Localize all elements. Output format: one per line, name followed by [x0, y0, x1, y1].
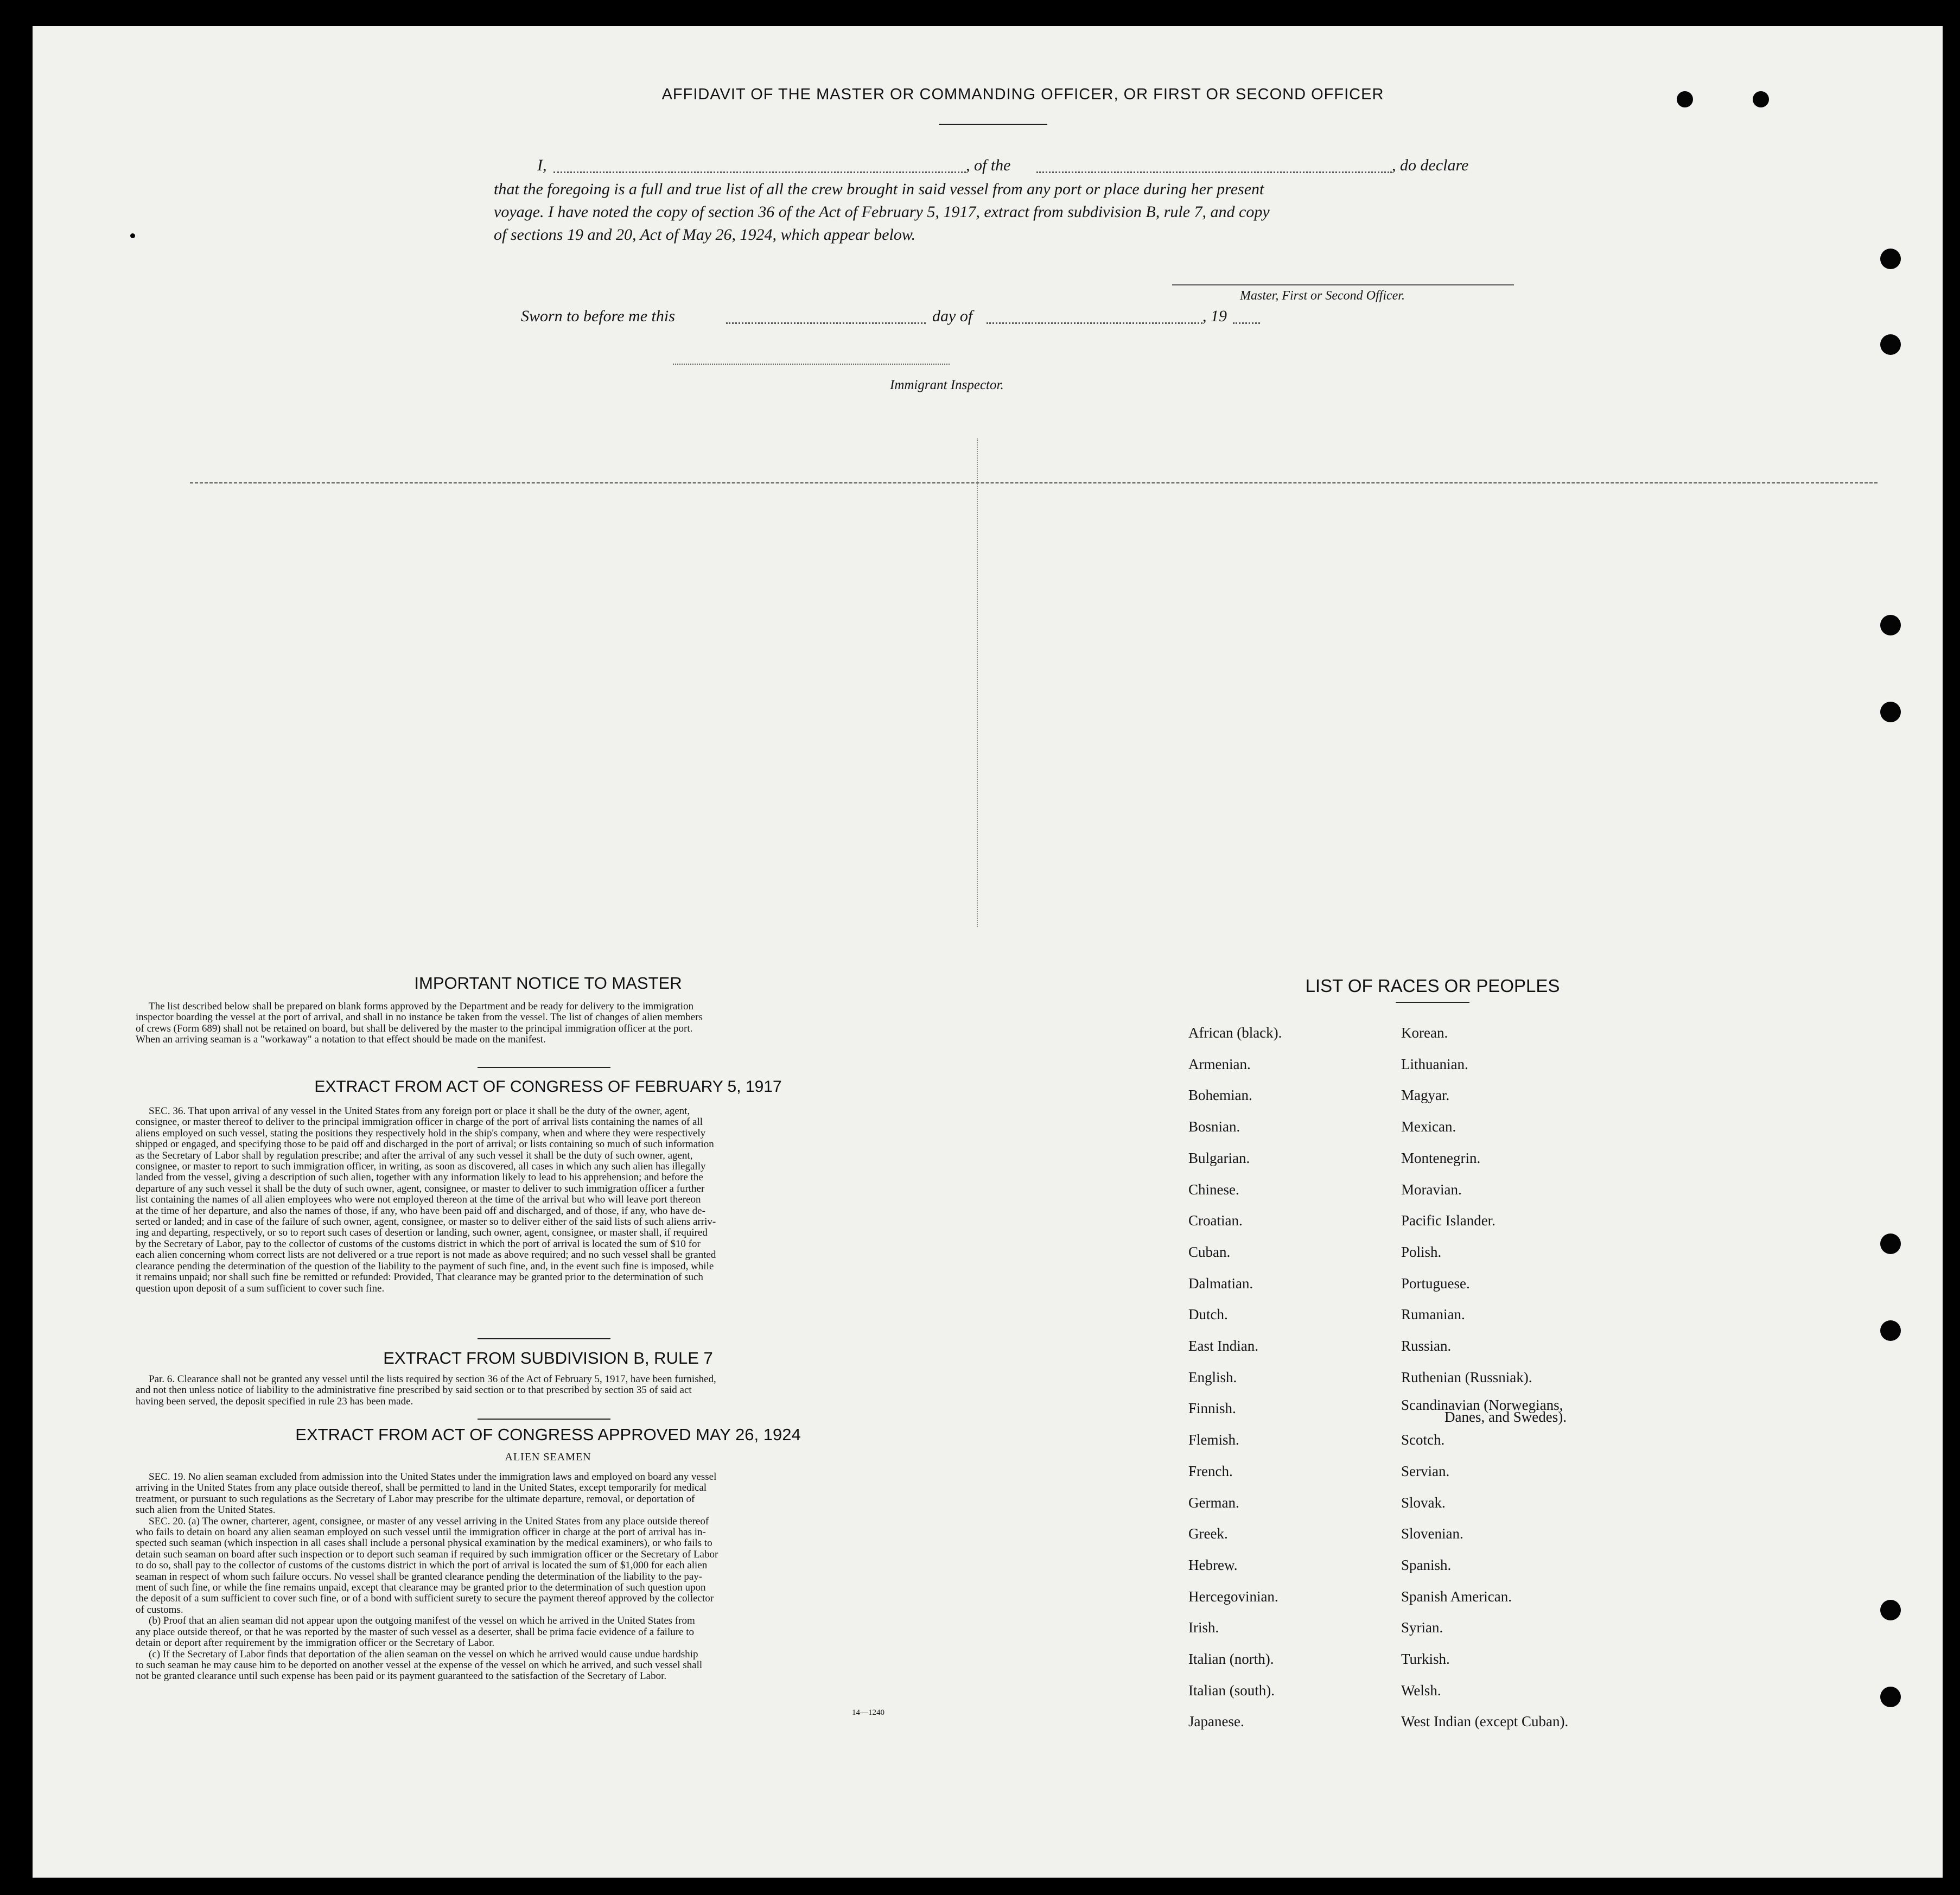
text-line: landed from the vessel, giving a description of such alien, together with any information likely to lead to his apprehension; and before the: [136, 1172, 703, 1184]
text-line: and not then unless notice of liability to the administrative fine prescribed by said section or to that prescribed by section 35 of said act: [136, 1384, 692, 1396]
text-line: arriving in the United States from any place outside thereof, shall be permitted to land in the United States, except temporarily for medical: [136, 1482, 707, 1494]
race-item: Irish.: [1188, 1619, 1219, 1636]
race-item: Croatian.: [1188, 1212, 1243, 1229]
race-item: Scotch.: [1401, 1432, 1445, 1448]
race-item: Moravian.: [1401, 1181, 1462, 1198]
text-line: (b) Proof that an alien seaman did not appear upon the outgoing manifest of the vessel on which he arrived in the United States from: [149, 1615, 695, 1627]
text-line: consignee, or master to report to such immigration officer, in writing, as soon as discovered, all cases in which any such alien has illegally: [136, 1161, 706, 1173]
notice-text: [136, 1001, 960, 1046]
text-line: question upon deposit of a sum sufficient to cover such fine.: [136, 1282, 385, 1294]
section-divider: [478, 1067, 610, 1068]
affidavit-title: AFFIDAVIT OF THE MASTER OR COMMANDING OFFICER, OR FIRST OR SECOND OFFICER: [661, 86, 1384, 103]
races-right-column: [1401, 1025, 1672, 1730]
master-signature-caption: Master, First or Second Officer.: [1240, 289, 1405, 303]
declaration-line-1: that the foregoing is a full and true list of all the crew brought in said vessel from any port or place during her present: [494, 180, 1264, 198]
race-item: Chinese.: [1188, 1181, 1239, 1198]
text-line: as the Secretary of Labor shall by regulation prescribe; and after the arrival of any such vessel it shall be the duty of such owner, agent,: [136, 1149, 693, 1161]
declaration-line-3: of sections 19 and 20, Act of May 26, 1924, which appear below.: [494, 226, 916, 244]
text-line: Par. 6. Clearance shall not be granted any vessel until the lists required by section 36 of the Act of February 5, 1917, have been furnished,: [149, 1373, 716, 1385]
punch-hole-icon: [1880, 702, 1901, 722]
punch-hole-icon: [1880, 1687, 1901, 1707]
sworn-month-field[interactable]: [987, 322, 1202, 324]
bleed-through-rule: [190, 482, 1878, 484]
section-divider: [478, 1419, 610, 1420]
race-item: Korean.: [1401, 1025, 1448, 1041]
race-item: Dutch.: [1188, 1306, 1228, 1323]
vessel-field[interactable]: [1036, 171, 1392, 173]
affidavit-title-rule: [939, 124, 1047, 125]
sworn-day-field[interactable]: [726, 322, 926, 324]
i-label: I,: [537, 156, 547, 174]
text-line: who fails to detain on board any alien seaman employed on such vessel until the immigration officer in charge at the port of arrival has in-: [136, 1527, 706, 1538]
extract-1924-subtitle: ALIEN SEAMEN: [505, 1451, 591, 1463]
text-line: ment of such fine, or while the fine remains unpaid, except that clearance may be granted prior to the determination of such question upon: [136, 1582, 706, 1594]
race-item: Scandinavian (Norwegians,: [1401, 1397, 1563, 1413]
race-item: Magyar.: [1401, 1087, 1450, 1104]
text-line: ing and departing, respectively, or so to report such cases of desertion or landing, such owner, agent, consignee, or master shall, if required: [136, 1227, 708, 1239]
race-item: Mexican.: [1401, 1118, 1456, 1135]
notice-title: IMPORTANT NOTICE TO MASTER: [414, 974, 682, 993]
race-item: French.: [1188, 1462, 1233, 1479]
inspector-caption: Immigrant Inspector.: [890, 378, 1004, 392]
race-item: Pacific Islander.: [1401, 1212, 1496, 1229]
punch-hole-icon: [1880, 1233, 1901, 1254]
punch-hole-icon: [1677, 91, 1693, 107]
race-item: Turkish.: [1401, 1651, 1450, 1667]
text-line: SEC. 20. (a) The owner, charterer, agent, consignee, or master of any vessel arriving in the United States from any place outside thereof: [149, 1515, 709, 1527]
notice-line: When an arriving seaman is a "workaway" a notation to that effect should be made on the manifest.: [136, 1034, 546, 1046]
text-line: shipped or engaged, and specifying those to be paid off and discharged in the port of arrival; or lists containing so much of such information: [136, 1139, 714, 1150]
text-line: clearance pending the determination of the question of the liability to the payment of such fine, and, in the event such fine is imposed, while: [136, 1260, 714, 1272]
declarant-line: [516, 156, 1557, 178]
punch-hole-icon: [1880, 334, 1901, 355]
extract-1917-text: [136, 1106, 960, 1294]
text-line: detain such seaman on board after such inspection or to deport such seaman if required by such immigration officer or the Secretary of Labor: [136, 1548, 718, 1560]
race-item: Bohemian.: [1188, 1087, 1252, 1104]
form-number: 14—1240: [852, 1708, 884, 1717]
race-item: Spanish.: [1401, 1556, 1452, 1573]
race-item: Hebrew.: [1188, 1556, 1238, 1573]
text-line: SEC. 36. That upon arrival of any vessel in the United States from any foreign port or place it shall be the duty of the owner, agent,: [149, 1105, 690, 1117]
extract-rule7-text: [136, 1374, 960, 1407]
text-line: to such seaman he may cause him to be deported on another vessel at the expense of the vessel on which he arrived, and such vessel shall: [136, 1659, 703, 1671]
race-item: Greek.: [1188, 1525, 1228, 1542]
text-line: aliens employed on such vessel, stating the positions they respectively hold in the ship's company, when and where they were respectively: [136, 1127, 706, 1139]
race-item: Portuguese.: [1401, 1275, 1470, 1292]
punch-hole-icon: [1753, 91, 1769, 107]
race-item: Italian (north).: [1188, 1651, 1274, 1667]
notice-line: The list described below shall be prepared on blank forms approved by the Department and be ready for delivery to the immigration: [149, 1001, 694, 1012]
race-item: Polish.: [1401, 1243, 1442, 1260]
text-line: treatment, or pursuant to such regulations as the Secretary of Labor may prescribe for the ultimate departure, removal, or deportation of: [136, 1493, 695, 1505]
sworn-label: Sworn to before me this: [521, 307, 675, 325]
text-line: detain or deport after requirement by the immigration officer or the Secretary of Labor.: [136, 1637, 495, 1649]
race-item: Armenian.: [1188, 1055, 1251, 1072]
race-item: Bosnian.: [1188, 1118, 1240, 1135]
race-item: English.: [1188, 1369, 1237, 1385]
race-item: Dalmatian.: [1188, 1275, 1253, 1292]
race-item: Japanese.: [1188, 1713, 1244, 1730]
punch-hole-icon: [130, 233, 135, 238]
race-item: East Indian.: [1188, 1338, 1258, 1354]
text-line: SEC. 19. No alien seaman excluded from admission into the United States under the immigration laws and employed on board any vessel: [149, 1471, 717, 1483]
master-signature-line[interactable]: [1172, 284, 1514, 285]
races-title-rule: [1396, 1002, 1469, 1003]
inspector-signature-line[interactable]: [673, 364, 950, 365]
punch-hole-icon: [1880, 249, 1901, 269]
text-line: departure of any such vessel it shall be the duty of such owner, agent, consignee, or master to deliver to such immigration officer a further: [136, 1182, 705, 1194]
race-item: Hercegovinian.: [1188, 1588, 1278, 1605]
extract-1917-title: EXTRACT FROM ACT OF CONGRESS OF FEBRUARY 5, 1917: [314, 1078, 782, 1096]
notice-line: of crews (Form 689) shall not be retained on board, but shall be delivered by the master to the principal immigration officer at the port.: [136, 1022, 693, 1034]
race-item: Rumanian.: [1401, 1306, 1465, 1323]
declaration-line-2: voyage. I have noted the copy of section 36 of the Act of February 5, 1917, extract from subdivision B, rule 7, and copy: [494, 203, 1270, 221]
punch-hole-icon: [1880, 1320, 1901, 1341]
text-line: consignee, or master thereof to deliver to the principal immigration officer in charge of the port of arrival lists containing the names of all: [136, 1116, 703, 1128]
race-item: West Indian (except Cuban).: [1401, 1713, 1569, 1730]
race-item: Lithuanian.: [1401, 1055, 1468, 1072]
race-item: Slovak.: [1401, 1494, 1446, 1511]
sworn-line: [516, 307, 1329, 329]
races-left-column: [1188, 1025, 1395, 1730]
extract-rule7-title: EXTRACT FROM SUBDIVISION B, RULE 7: [383, 1349, 713, 1368]
text-line: seaman in respect of whom such failure occurs. No vessel shall be granted clearance pending the determination of the liability to the pay-: [136, 1570, 703, 1582]
text-line: such alien from the United States.: [136, 1504, 276, 1516]
race-item: Cuban.: [1188, 1243, 1231, 1260]
text-line: (c) If the Secretary of Labor finds that deportation of the alien seaman on the vessel on which he arrived would cause undue hardship: [149, 1648, 698, 1660]
of-the-label: , of the: [966, 156, 1011, 174]
bleed-through-column-line: [977, 438, 978, 927]
race-item: Flemish.: [1188, 1432, 1239, 1448]
text-line: spected such seaman (which inspection in all cases shall include a personal physical examination by the medical examiners), or who fails to: [136, 1537, 712, 1549]
text-line: of customs.: [136, 1604, 183, 1616]
race-item: Ruthenian (Russniak).: [1401, 1369, 1532, 1385]
race-item: Slovenian.: [1401, 1525, 1463, 1542]
document-page: [33, 26, 1943, 1878]
text-line: it remains unpaid; nor shall such fine be remitted or refunded: Provided, That clearance may be granted prior to the determination of such: [136, 1271, 703, 1283]
text-line: serted or landed; and in case of the failure of such owner, agent, consignee, or master so to deliver either of the said lists of such aliens arriv-: [136, 1216, 716, 1228]
year-prefix: , 19: [1202, 307, 1227, 325]
races-title: LIST OF RACES OR PEOPLES: [1305, 976, 1560, 996]
punch-hole-icon: [1880, 1600, 1901, 1620]
race-item: Montenegrin.: [1401, 1149, 1481, 1166]
text-line: to do so, shall pay to the collector of customs of the customs district in which the port of arrival is located the sum of $1,000 for each alien: [136, 1560, 708, 1572]
race-item: Syrian.: [1401, 1619, 1443, 1636]
race-item: Russian.: [1401, 1338, 1452, 1354]
text-line: by the Secretary of Labor, pay to the collector of customs of the customs district in which the port of arrival is located the sum of $10 for: [136, 1238, 701, 1250]
text-line: at the time of her departure, and also the names of those, if any, who have been paid off and discharged, and of those, if any, who have de-: [136, 1205, 705, 1217]
text-line: not be granted clearance until such expense has been paid or its payment guaranteed to the satisfaction of the Secretary of Labor.: [136, 1670, 667, 1682]
race-item: Welsh.: [1401, 1682, 1441, 1699]
text-line: having been served, the deposit specified in rule 23 has been made.: [136, 1395, 413, 1407]
text-line: any place outside thereof, or that he was reported by the master of such vessel as a deserter, shall be prima facie evidence of a failure to: [136, 1626, 695, 1638]
race-item-continuation: Danes, and Swedes).: [1444, 1409, 1567, 1425]
race-item: German.: [1188, 1494, 1239, 1511]
extract-1924-text: [136, 1472, 960, 1682]
race-item: Finnish.: [1188, 1400, 1236, 1417]
text-line: the deposit of a sum sufficient to cover such fine, or of a bond with sufficient surety to secure the payment thereof approved by the collector: [136, 1593, 714, 1605]
extract-1924-title: EXTRACT FROM ACT OF CONGRESS APPROVED MAY 26, 1924: [295, 1425, 801, 1444]
race-item: Bulgarian.: [1188, 1149, 1250, 1166]
race-item: Italian (south).: [1188, 1682, 1275, 1699]
do-declare-label: , do declare: [1392, 156, 1469, 174]
punch-hole-icon: [1880, 615, 1901, 635]
name-field[interactable]: [553, 171, 966, 173]
race-item: African (black).: [1188, 1025, 1282, 1041]
notice-line: inspector boarding the vessel at the port of arrival, and shall in no instance be taken from the vessel. The list of changes of alien members: [136, 1012, 703, 1023]
sworn-year-field[interactable]: [1233, 322, 1260, 324]
text-line: list containing the names of all alien employees who were not employed thereon at the time of the arrival but who will leave port thereon: [136, 1194, 701, 1206]
race-item: Spanish American.: [1401, 1588, 1512, 1605]
text-line: each alien concerning whom correct lists are not delivered or a true report is not made as above required; and no such vessel shall be granted: [136, 1249, 716, 1261]
day-of-label: day of: [932, 307, 973, 325]
race-item: Servian.: [1401, 1462, 1450, 1479]
section-divider: [478, 1338, 610, 1339]
